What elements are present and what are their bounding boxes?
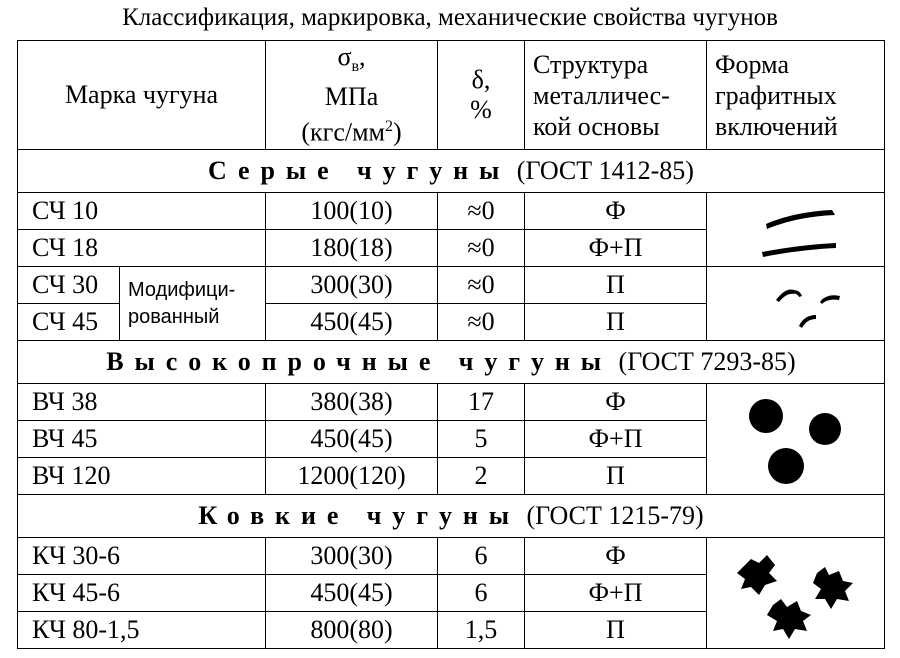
strength-subscript: в: [351, 58, 360, 76]
section-name: Высокопрочные чугуны: [106, 347, 613, 376]
graphite-temper-image: [707, 538, 885, 649]
modified-graphite-icon: [736, 272, 856, 336]
table-row: ВЧ 38 380(38) 17 Ф: [18, 384, 885, 421]
cast-iron-table: [17, 40, 885, 649]
table-row: СЧ 45 450(45) ≈0 П: [18, 304, 885, 341]
section-header-ductile: [18, 341, 885, 384]
spheroidal-graphite-icon: [726, 389, 866, 489]
table-row: СЧ 18 180(18) ≈0 Ф+П: [18, 230, 885, 267]
table-row: СЧ 30 Модифици- рованный 300(30) ≈0 П: [18, 267, 885, 304]
table-row: КЧ 45-6 450(45) 6 Ф+П: [18, 575, 885, 612]
strength-alt-unit: (кгс/мм: [301, 117, 385, 147]
section-name: Ковкие чугуны: [198, 501, 520, 530]
table-row: СЧ 10 100(10) ≈0 Ф: [18, 193, 885, 230]
section-header-malleable: [18, 495, 885, 538]
table-row: ВЧ 120 1200(120) 2 П: [18, 458, 885, 495]
header-strength: $\sigma_в$, МПа $(кгс/мм^2)$: [266, 41, 438, 150]
temper-graphite-icon: [721, 543, 871, 643]
section-header-grey: [18, 150, 885, 193]
header-structure: Структура металличес- кой основы: [525, 41, 707, 150]
header-graphite-shape: Форма графитных включений: [707, 41, 885, 150]
graphite-modified-image: [707, 267, 885, 341]
strength-symbol: σ: [337, 42, 352, 72]
graphite-spheroidal-image: [707, 384, 885, 495]
strength-unit: МПа: [324, 82, 379, 112]
section-name: Серые чугуны: [208, 156, 511, 185]
header-row: [18, 41, 885, 150]
section-standard: (ГОСТ 1412-85): [516, 156, 694, 185]
page-title: Классификация, маркировка, механические свойства чугунов: [122, 4, 778, 31]
section-standard: (ГОСТ 1215-79): [526, 501, 704, 530]
modified-note: Модифици- рованный: [120, 267, 266, 341]
header-elongation: δ, %: [438, 41, 525, 150]
table-row: КЧ 30-6 300(30) 6 Ф: [18, 538, 885, 575]
table-row: КЧ 80-1,5 800(80) 1,5 П: [18, 612, 885, 649]
header-grade: Марка чугуна: [18, 41, 266, 150]
flake-graphite-icon: [736, 200, 856, 260]
section-standard: (ГОСТ 7293-85): [618, 347, 796, 376]
table-row: ВЧ 45 450(45) 5 Ф+П: [18, 421, 885, 458]
graphite-flake-image: [707, 193, 885, 267]
